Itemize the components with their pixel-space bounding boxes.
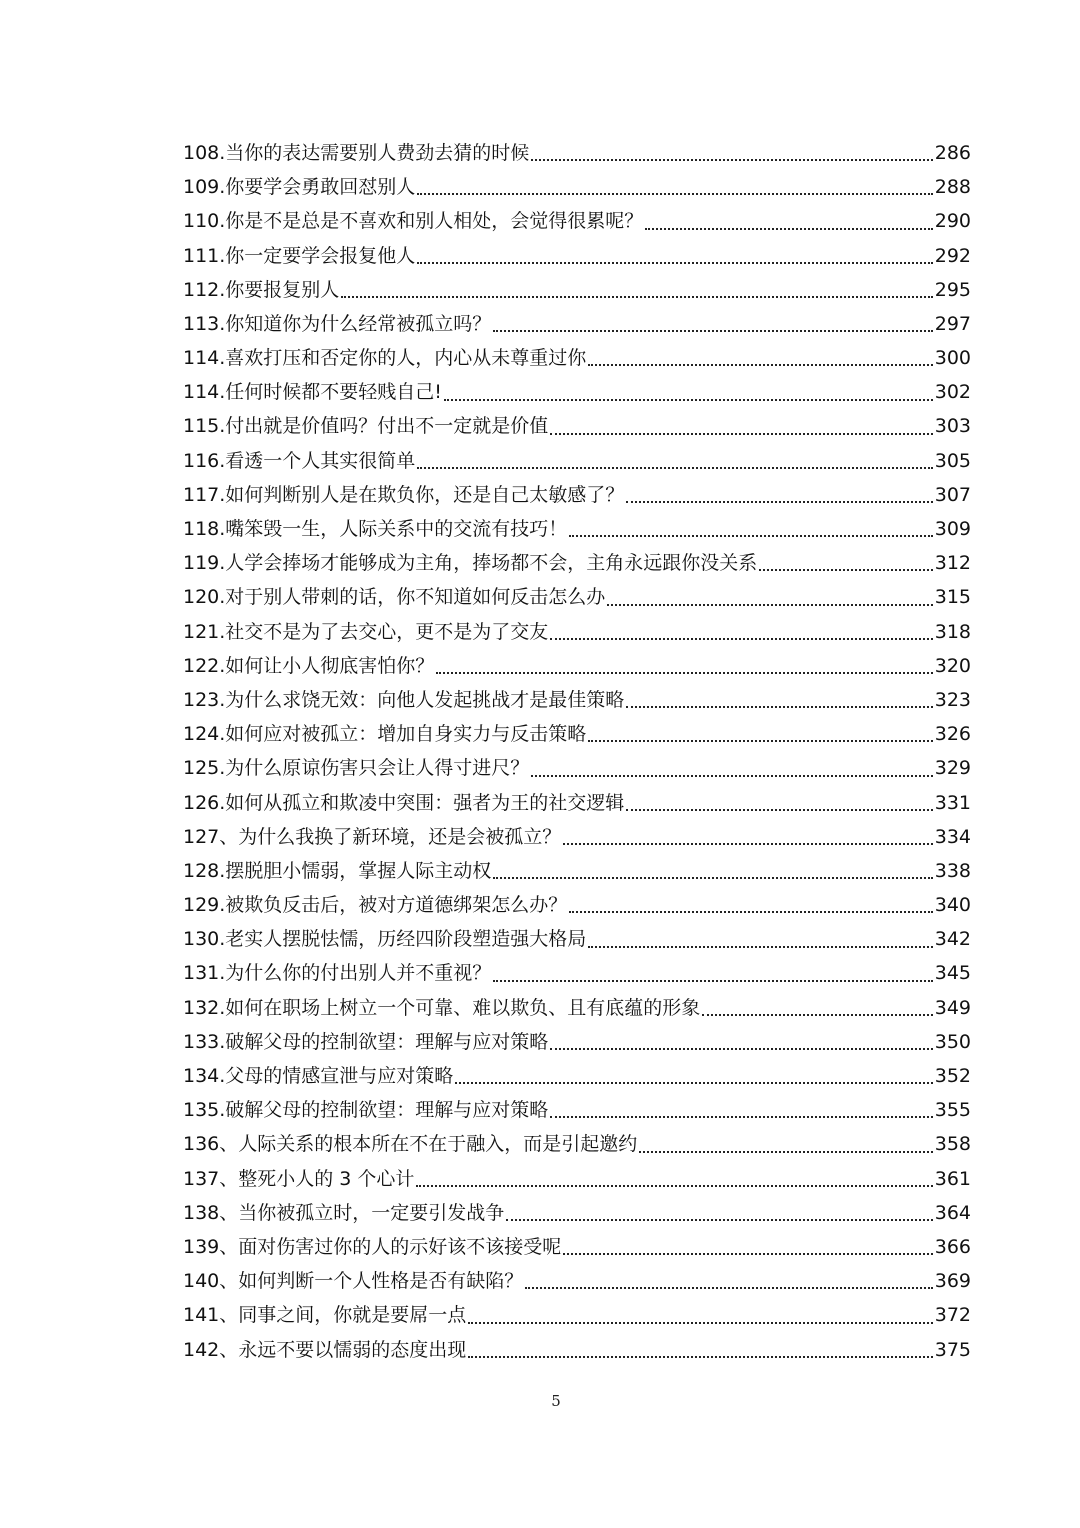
toc-entry[interactable]	[183, 273, 971, 307]
toc-entry-page: 372	[934, 1304, 971, 1327]
toc-entry-page: 352	[934, 1065, 971, 1088]
toc-entry[interactable]	[183, 615, 971, 649]
toc-entry[interactable]	[183, 683, 971, 717]
toc-dot-leader	[468, 1356, 932, 1358]
toc-entry-title: 122.如何让小人彻底害怕你？	[183, 654, 435, 677]
toc-entry-page: 345	[934, 962, 971, 985]
toc-entry-page: 326	[934, 723, 971, 746]
toc-entry-page: 366	[934, 1235, 971, 1258]
toc-entry-page: 290	[934, 210, 971, 233]
toc-entry-page: 369	[934, 1270, 971, 1293]
toc-entry-page: 358	[934, 1133, 971, 1156]
toc-entry-title: 129.被欺负反击后，被对方道德绑架怎么办？	[183, 894, 568, 917]
toc-entry-title: 128.摆脱胆小懦弱，掌握人际主动权	[183, 859, 492, 882]
table-of-contents	[183, 136, 971, 1367]
toc-dot-leader	[436, 672, 932, 674]
toc-entry-title: 140、如何判断一个人性格是否有缺陷？	[183, 1270, 524, 1293]
toc-entry-page: 309	[934, 518, 971, 541]
toc-entry[interactable]	[183, 136, 971, 170]
toc-dot-leader	[563, 1253, 932, 1255]
toc-entry-title: 126.如何从孤立和欺凌中突围：强者为王的社交逻辑	[183, 791, 625, 814]
toc-dot-leader	[550, 1048, 932, 1050]
toc-entry[interactable]	[183, 170, 971, 204]
toc-entry-title: 111.你一定要学会报复他人	[183, 244, 416, 267]
toc-dot-leader	[493, 980, 932, 982]
toc-entry[interactable]	[183, 1162, 971, 1196]
toc-entry[interactable]	[183, 1059, 971, 1093]
toc-entry-page: 292	[934, 244, 971, 267]
toc-entry[interactable]	[183, 717, 971, 751]
toc-entry-title: 113.你知道你为什么经常被孤立吗？	[183, 312, 492, 335]
toc-entry-title: 138、当你被孤立时，一定要引发战争	[183, 1201, 505, 1224]
toc-entry[interactable]	[183, 239, 971, 273]
toc-dot-leader	[569, 911, 932, 913]
toc-dot-leader	[588, 740, 932, 742]
toc-entry-title: 131.为什么你的付出别人并不重视？	[183, 962, 492, 985]
toc-entry[interactable]	[183, 649, 971, 683]
toc-entry-page: 350	[934, 1030, 971, 1053]
toc-dot-leader	[531, 775, 932, 777]
toc-entry-page: 355	[934, 1099, 971, 1122]
toc-entry-title: 116.看透一个人其实很简单	[183, 449, 416, 472]
toc-entry[interactable]	[183, 1333, 971, 1367]
toc-entry-page: 349	[934, 996, 971, 1019]
toc-entry-title: 114.任何时候都不要轻贱自己!	[183, 381, 442, 404]
toc-entry-title: 142、永远不要以懦弱的态度出现	[183, 1338, 467, 1361]
toc-entry-page: 361	[934, 1167, 971, 1190]
toc-entry-page: 312	[934, 552, 971, 575]
toc-entry[interactable]	[183, 1127, 971, 1161]
toc-entry-title: 118.嘴笨毁一生，人际关系中的交流有技巧！	[183, 518, 568, 541]
toc-entry[interactable]	[183, 820, 971, 854]
toc-entry[interactable]	[183, 1093, 971, 1127]
toc-entry[interactable]	[183, 1196, 971, 1230]
toc-entry[interactable]	[183, 375, 971, 409]
toc-entry-page: 300	[934, 347, 971, 370]
toc-entry-page: 295	[934, 278, 971, 301]
toc-entry-title: 114.喜欢打压和否定你的人，内心从未尊重过你	[183, 347, 587, 370]
toc-entry-title: 133.破解父母的控制欲望：理解与应对策略	[183, 1030, 549, 1053]
toc-entry-page: 318	[934, 620, 971, 643]
toc-entry[interactable]	[183, 444, 971, 478]
toc-entry[interactable]	[183, 1230, 971, 1264]
toc-entry-title: 110.你是不是总是不喜欢和别人相处，会觉得很累呢？	[183, 210, 644, 233]
toc-dot-leader	[417, 193, 932, 195]
toc-dot-leader	[341, 296, 932, 298]
toc-entry-page: 288	[934, 176, 971, 199]
toc-dot-leader	[506, 1219, 932, 1221]
toc-entry-page: 364	[934, 1201, 971, 1224]
toc-entry[interactable]	[183, 341, 971, 375]
toc-entry-page: 334	[934, 825, 971, 848]
toc-entry[interactable]	[183, 786, 971, 820]
toc-entry-page: 338	[934, 859, 971, 882]
toc-entry[interactable]	[183, 991, 971, 1025]
toc-entry-title: 139、面对伤害过你的人的示好该不该接受呢	[183, 1235, 562, 1258]
toc-entry[interactable]	[183, 204, 971, 238]
toc-dot-leader	[702, 1014, 932, 1016]
toc-entry-page: 315	[934, 586, 971, 609]
toc-entry-title: 125.为什么原谅伤害只会让人得寸进尺？	[183, 757, 530, 780]
toc-entry-title: 130.老实人摆脱怯懦，历经四阶段塑造强大格局	[183, 928, 587, 951]
toc-entry[interactable]	[183, 478, 971, 512]
toc-entry-page: 331	[934, 791, 971, 814]
toc-entry[interactable]	[183, 307, 971, 341]
toc-entry[interactable]	[183, 1264, 971, 1298]
toc-entry[interactable]	[183, 580, 971, 614]
toc-entry-page: 323	[934, 688, 971, 711]
toc-entry[interactable]	[183, 410, 971, 444]
toc-entry[interactable]	[183, 1025, 971, 1059]
toc-entry-page: 320	[934, 654, 971, 677]
toc-entry-page: 329	[934, 757, 971, 780]
toc-dot-leader	[639, 1151, 932, 1153]
toc-entry[interactable]	[183, 1298, 971, 1332]
toc-dot-leader	[569, 535, 932, 537]
toc-entry[interactable]	[183, 888, 971, 922]
toc-dot-leader	[626, 809, 932, 811]
toc-entry[interactable]	[183, 957, 971, 991]
toc-dot-leader	[417, 467, 932, 469]
toc-entry-title: 123.为什么求饶无效：向他人发起挑战才是最佳策略	[183, 688, 625, 711]
toc-entry-page: 303	[934, 415, 971, 438]
toc-entry-title: 124.如何应对被孤立：增加自身实力与反击策略	[183, 723, 587, 746]
toc-entry-page: 302	[934, 381, 971, 404]
toc-entry[interactable]	[183, 751, 971, 785]
toc-dot-leader	[607, 604, 932, 606]
toc-dot-leader	[588, 364, 932, 366]
toc-entry[interactable]	[183, 922, 971, 956]
toc-entry-title: 117.如何判断别人是在欺负你，还是自己太敏感了？	[183, 483, 625, 506]
toc-dot-leader	[626, 706, 932, 708]
toc-dot-leader	[550, 1116, 932, 1118]
toc-dot-leader	[493, 877, 932, 879]
toc-dot-leader	[416, 1185, 932, 1187]
toc-entry-page: 307	[934, 483, 971, 506]
toc-entry-title: 115.付出就是价值吗？付出不一定就是价值	[183, 415, 549, 438]
toc-entry-title: 108.当你的表达需要别人费劲去猜的时候	[183, 141, 530, 164]
page-number: 5	[551, 1392, 561, 1410]
toc-entry-title: 112.你要报复别人	[183, 278, 340, 301]
toc-entry-title: 141、同事之间，你就是要屌一点	[183, 1304, 467, 1327]
toc-entry[interactable]	[183, 546, 971, 580]
toc-entry-title: 127、为什么我换了新环境，还是会被孤立？	[183, 825, 562, 848]
toc-entry-title: 134.父母的情感宣泄与应对策略	[183, 1065, 454, 1088]
toc-entry-page: 375	[934, 1338, 971, 1361]
toc-dot-leader	[468, 1322, 932, 1324]
toc-entry-title: 135.破解父母的控制欲望：理解与应对策略	[183, 1099, 549, 1122]
toc-dot-leader	[493, 330, 932, 332]
toc-entry-page: 297	[934, 312, 971, 335]
toc-dot-leader	[525, 1287, 932, 1289]
toc-entry[interactable]	[183, 854, 971, 888]
toc-entry-title: 109.你要学会勇敢回怼别人	[183, 176, 416, 199]
toc-dot-leader	[417, 262, 932, 264]
toc-entry-title: 121.社交不是为了去交心，更不是为了交友	[183, 620, 549, 643]
toc-entry-title: 137、整死小人的 3 个心计	[183, 1167, 415, 1190]
toc-dot-leader	[759, 569, 932, 571]
toc-entry-title: 119.人学会捧场才能够成为主角，捧场都不会，主角永远跟你没关系	[183, 552, 758, 575]
toc-dot-leader	[455, 1082, 932, 1084]
toc-entry-page: 305	[934, 449, 971, 472]
toc-entry-page: 286	[934, 141, 971, 164]
toc-dot-leader	[563, 843, 932, 845]
toc-entry[interactable]	[183, 512, 971, 546]
toc-dot-leader	[550, 638, 932, 640]
toc-dot-leader	[531, 159, 932, 161]
toc-dot-leader	[550, 433, 932, 435]
toc-dot-leader	[444, 399, 933, 401]
toc-entry-title: 132.如何在职场上树立一个可靠、难以欺负、且有底蕴的形象	[183, 996, 701, 1019]
toc-dot-leader	[626, 501, 932, 503]
toc-dot-leader	[645, 228, 932, 230]
toc-entry-page: 340	[934, 894, 971, 917]
toc-dot-leader	[588, 946, 932, 948]
toc-entry-title: 120.对于别人带刺的话，你不知道如何反击怎么办	[183, 586, 606, 609]
toc-entry-page: 342	[934, 928, 971, 951]
toc-entry-title: 136、人际关系的根本所在不在于融入，而是引起邀约	[183, 1133, 638, 1156]
